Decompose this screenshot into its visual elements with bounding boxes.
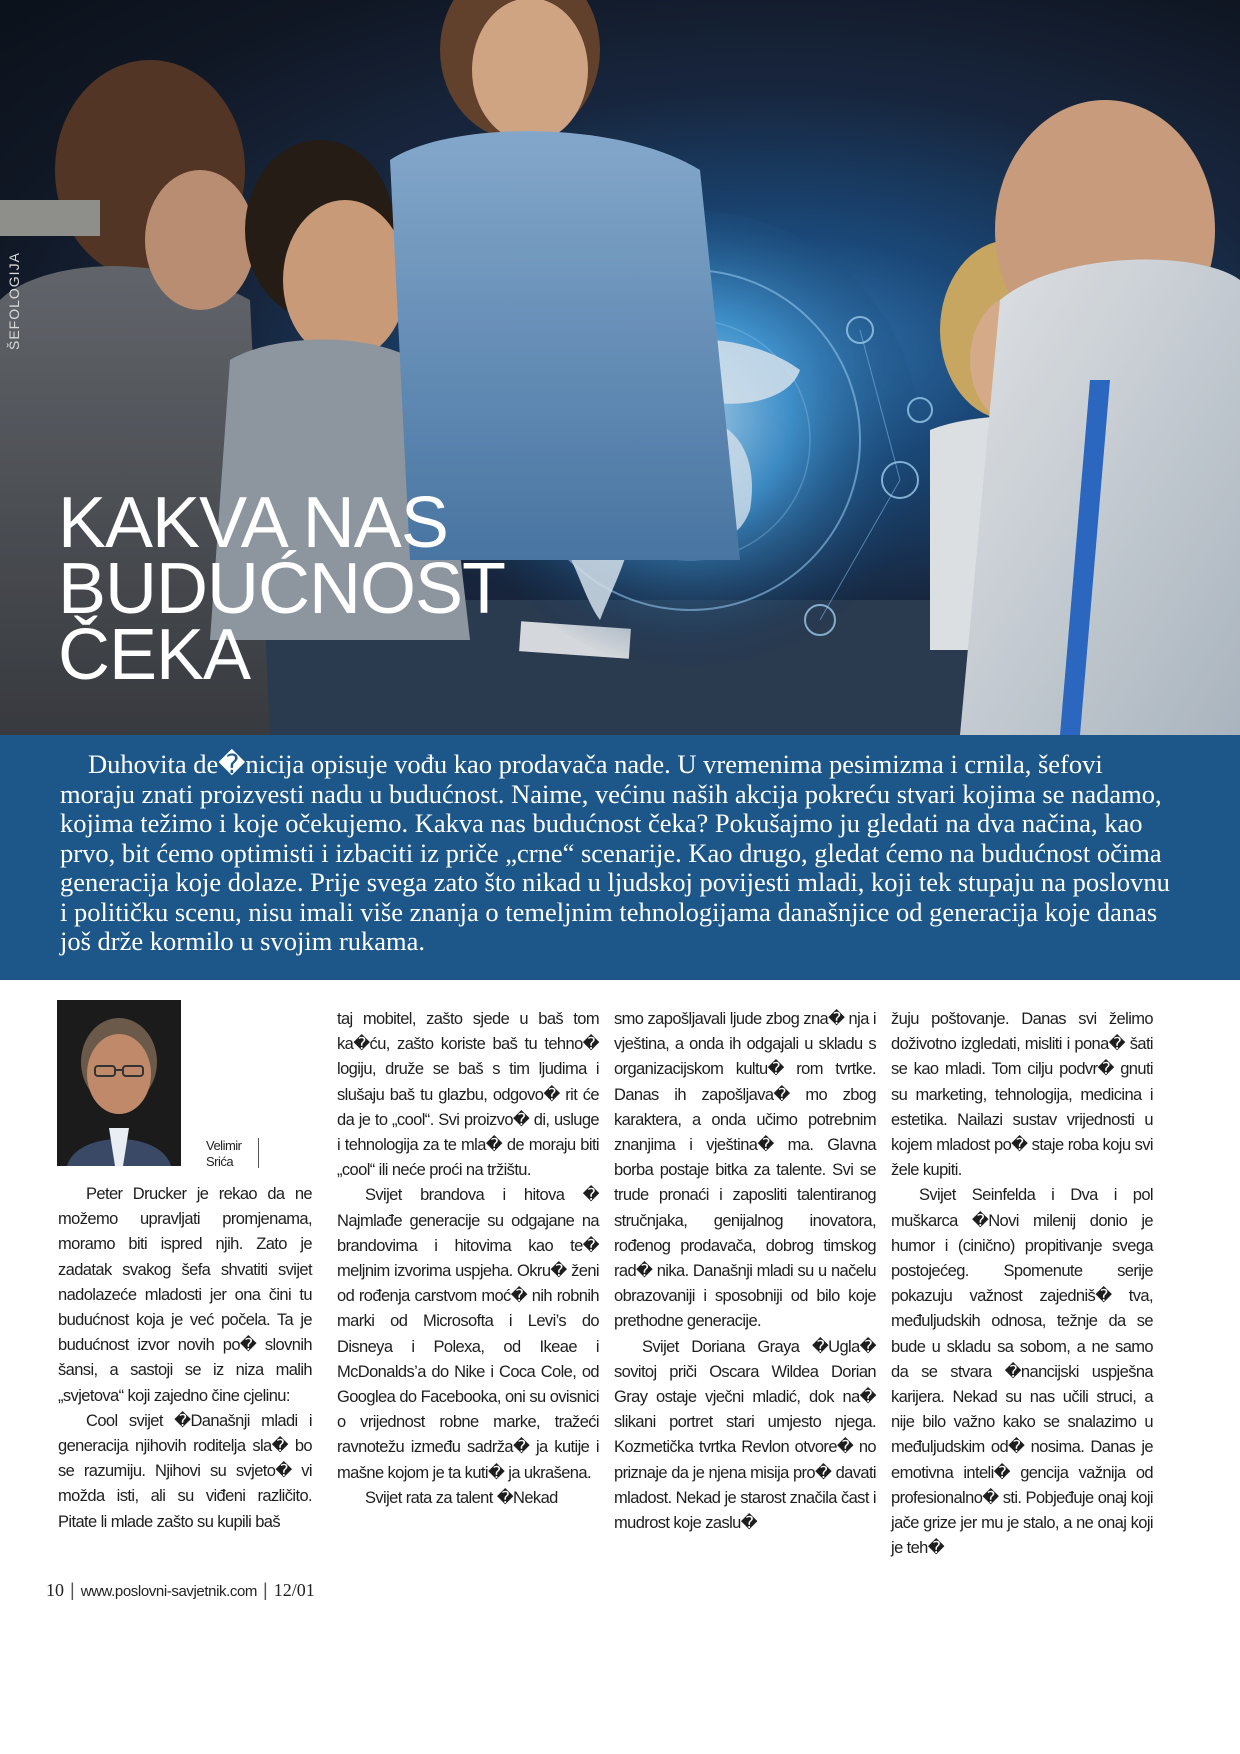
- author-photo: [57, 1000, 181, 1166]
- author-first-name: Velimir: [206, 1138, 242, 1153]
- headline-line: KAKVA NAS: [58, 483, 448, 563]
- body-column-4: [891, 1007, 1153, 1561]
- body-paragraph: smo zapošljavali ljude zbog zna� nja i vještina, a onda ih odgajali u skladu s organizacijskom kultu� rom tvrtke. Danas ih zapošljava� mo zbog karaktera, a onda učimo potrebnim znanjima i vještina� ma. Glavna borba postaje bitka za talente. Svi se trude pronaći i zaposliti talentiranog stručnjaka, genijalnog inovatora, rođenog prodavača, dobrog timskog rad� nika. Današnji mladi su u načelu obrazovaniji i sposobniji od bilo koje prethodne generacije.: [614, 1010, 876, 1331]
- headline-line: ČEKA: [58, 615, 251, 695]
- author-name: [206, 1138, 242, 1170]
- body-paragraph: taj mobitel, zašto sjede u baš tom ka�ću, zašto koriste baš tu tehno� logiju, druže se baš s tim ljudima i slušaju baš tu glazbu, odgovo� rit će da je to „cool“. Svi proizvo� di, usluge i tehnologija za te mla� de moraju biti „cool“ ili neće proći na tržištu.: [337, 1010, 599, 1180]
- author-last-name: Srića: [206, 1154, 234, 1169]
- footer-url[interactable]: www.poslovni-savjetnik.com: [80, 1583, 258, 1600]
- author-divider: [258, 1138, 259, 1168]
- body-paragraph: Svijet Seinfelda i Dva i pol muškarca �Novi milenij donio je humor i (cinično) propitivanje svega postojećeg. Spomenute serije pokazuju važnost zajedniš� tva, međuljudskih odnosa, težnje da se bude u skladu sa sobom, a ne samo da se stvara �nancijski uspješna karijera. Nekad su nas učili struci, a nije bilo važno kako se snalazimo u međuljudskim od� nosima. Danas je emotivna inteli� gencija važnija od profesionalno� sti. Pobjeđuje onaj koji jače grize jer mu je stalo, a ne onaj koji je teh�: [891, 1186, 1153, 1558]
- body-paragraph: Svijet Doriana Graya �Ugla� sovitoj priči Oscara Wildea Dorian Gray ostaje vječni mladić, dok na� slikani portret stari umjesto njega. Kozmetička tvrtka Revlon otvore� no priznaje da je njena misija pro� davati mladost. Nekad je starost značila čast i mudrost koje zaslu�: [614, 1337, 876, 1533]
- intro-band: [0, 735, 1240, 980]
- body-column-3: [614, 1007, 876, 1536]
- section-marker-bar: [0, 200, 100, 236]
- body-paragraph: Peter Drucker je rekao da ne možemo upravljati promjenama, moramo biti ispred njih. Zato je zadatak svakog šefa shvatiti svijet nadolazeće mladosti jer ona čini tu budućnost koja je već počela. Ta je budućnost izvor novih po� slovnih šansi, a sastoji se iz niza malih „svjetova“ koji zajedno čine cjelinu:: [58, 1185, 312, 1405]
- body-column-1: [58, 1182, 312, 1535]
- body-paragraph: Svijet rata za talent �Nekad: [365, 1488, 558, 1507]
- page-number: 10: [46, 1580, 64, 1600]
- body-column-2: [337, 1007, 599, 1511]
- section-label: ŠEFOLOGIJA: [6, 252, 22, 350]
- body-paragraph: Cool svijet �Današnji mladi i generacija njihovih roditelja sla� bo se razumiju. Njihovi su svjeto� vi možda isti, ali su viđeni različito. Pitate li mlade zašto su kupili baš: [58, 1411, 312, 1531]
- headline-line: BUDUĆNOST: [58, 549, 506, 629]
- intro-paragraph: Duhovita de�nicija opisuje vođu kao prodavača nade. U vremenima pesimizma i crnila, šefovi moraju znati proizvesti nadu u budućnost. Naime, većinu naših akcija pokreću stvari kojima se nadamo, kojima težimo i koje očekujemo. Kakva nas budućnost čeka? Pokušajmo ju gledati na dva načina, kao prvo, bit ćemo optimisti i izbaciti iz priče „crne“ scenarije. Kao drugo, gledat ćemo na budućnost očima generacija koje dolaze. Prije svega zato što nikad u ljudskoj povijesti mladi, koji tek stupaju na poslovnu i političku scenu, nisu imali više znanja o temeljnim tehnologijama današnjice od generacija koje danas još drže kormilo u svojim rukama.: [60, 749, 1170, 956]
- page-footer: 10 | www.poslovni-savjetnik.com | 12/01: [46, 1580, 315, 1600]
- article-headline: [58, 483, 618, 695]
- hero-photo: [0, 0, 1240, 735]
- author-portrait: [57, 1000, 181, 1166]
- body-paragraph: žuju poštovanje. Danas svi želimo doživotno izgledati, misliti i pona� šati se kao mladi. Tom cilju podvr� gnuti su marketing, tehnologija, medicina i estetika. Nailazi sustav vrijednosti u kojem mladost po� staje roba koju svi žele kupiti.: [891, 1010, 1153, 1180]
- issue-number: 12/01: [273, 1580, 315, 1600]
- body-paragraph: Svijet brandova i hitova � Najmlađe generacije su odgajane na brandovima i hitovima kao te� meljnim izvorima uspjeha. Okru� ženi od rođenja carstvom moć� nih robnih marki od Microsofta i Levi’s do Disneya i Polexa, od Ikeae i McDonalds’a do Nike i Coca Cole, od Googlea do Facebooka, oni su ovisnici o vrijednost robne marke, tražeći ravnotežu između sadrža� ja kutije i mašne kojom je ta kuti� ja ukrašena.: [337, 1186, 599, 1482]
